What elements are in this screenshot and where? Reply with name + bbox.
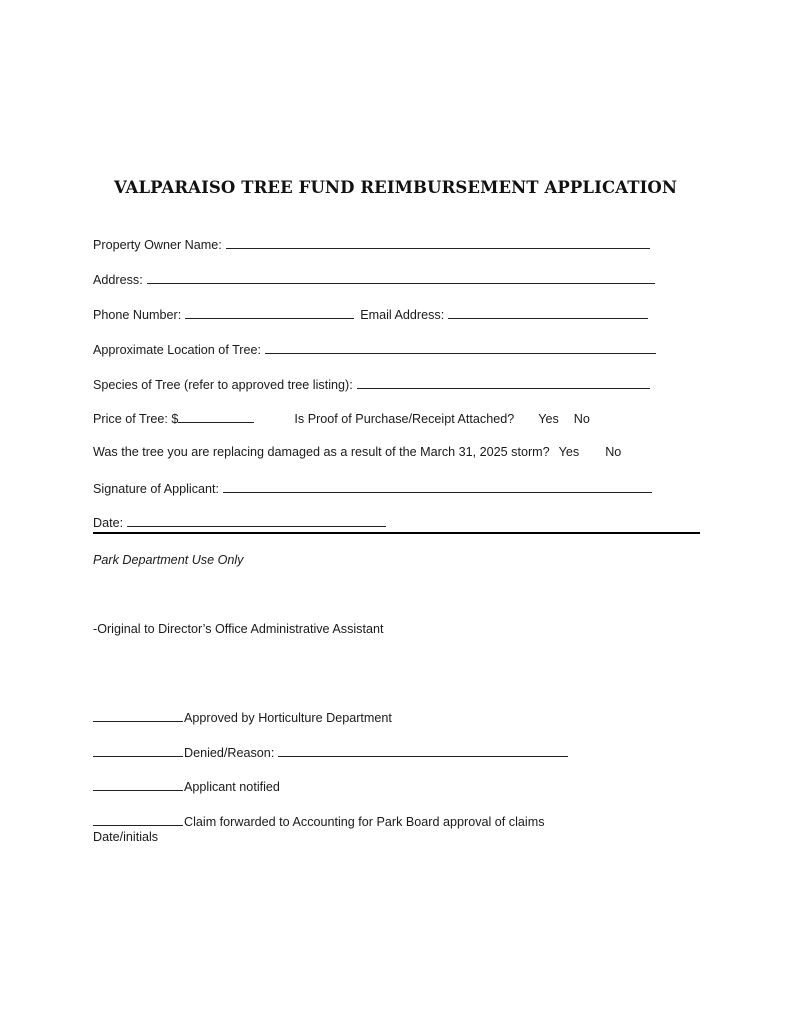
location-field[interactable] <box>265 341 656 354</box>
denied-reason-field[interactable] <box>278 744 568 757</box>
location-label: Approximate Location of Tree: <box>93 343 262 357</box>
date-label: Date: <box>93 516 124 530</box>
approved-blank[interactable] <box>93 709 183 722</box>
price-receipt-row <box>93 410 590 426</box>
email-label: Email Address: <box>360 308 445 322</box>
section-divider <box>93 532 700 534</box>
denied-label: Denied/Reason: <box>184 746 275 760</box>
notified-label: Applicant notified <box>184 780 280 794</box>
notified-blank[interactable] <box>93 778 183 791</box>
storm-row <box>93 445 621 459</box>
location-row <box>93 341 656 357</box>
owner-name-label: Property Owner Name: <box>93 238 222 252</box>
forwarded-label: Claim forwarded to Accounting for Park Board approval of claims <box>184 815 545 829</box>
storm-yes-option[interactable]: Yes <box>558 445 580 459</box>
form-title: VALPARAISO TREE FUND REIMBURSEMENT APPLICATION <box>113 178 678 197</box>
phone-field[interactable] <box>185 306 354 319</box>
signature-label: Signature of Applicant: <box>93 482 220 496</box>
receipt-no-option[interactable]: No <box>573 412 590 426</box>
date-initials-label: Date/initials <box>93 830 159 844</box>
storm-question: Was the tree you are replacing damaged as a result of the March 31, 2025 storm? <box>93 445 550 459</box>
forwarded-row <box>93 813 545 829</box>
price-field[interactable] <box>178 410 254 423</box>
address-row <box>93 271 655 287</box>
signature-field[interactable] <box>223 480 652 493</box>
species-label: Species of Tree (refer to approved tree listing): <box>93 378 353 392</box>
phone-email-row <box>93 306 648 322</box>
address-field[interactable] <box>147 271 655 284</box>
address-label: Address: <box>93 273 143 287</box>
office-heading: Park Department Use Only <box>93 553 244 567</box>
owner-name-field[interactable] <box>226 236 650 249</box>
approved-row <box>93 709 392 725</box>
species-row <box>93 376 650 392</box>
price-label: Price of Tree: $ <box>93 412 179 426</box>
owner-name-row <box>93 236 650 252</box>
original-note: -Original to Director’s Office Administrative Assistant <box>93 622 384 636</box>
species-field[interactable] <box>357 376 650 389</box>
forwarded-blank[interactable] <box>93 813 183 826</box>
receipt-question: Is Proof of Purchase/Receipt Attached? <box>294 412 515 426</box>
receipt-yes-option[interactable]: Yes <box>538 412 559 426</box>
email-field[interactable] <box>448 306 648 319</box>
phone-label: Phone Number: <box>93 308 182 322</box>
signature-row <box>93 480 652 496</box>
denied-blank[interactable] <box>93 744 183 757</box>
approved-label: Approved by Horticulture Department <box>184 711 392 725</box>
date-row <box>93 514 386 530</box>
storm-no-option[interactable]: No <box>605 445 622 459</box>
denied-row <box>93 744 568 760</box>
date-field[interactable] <box>127 514 386 527</box>
notified-row <box>93 778 280 794</box>
